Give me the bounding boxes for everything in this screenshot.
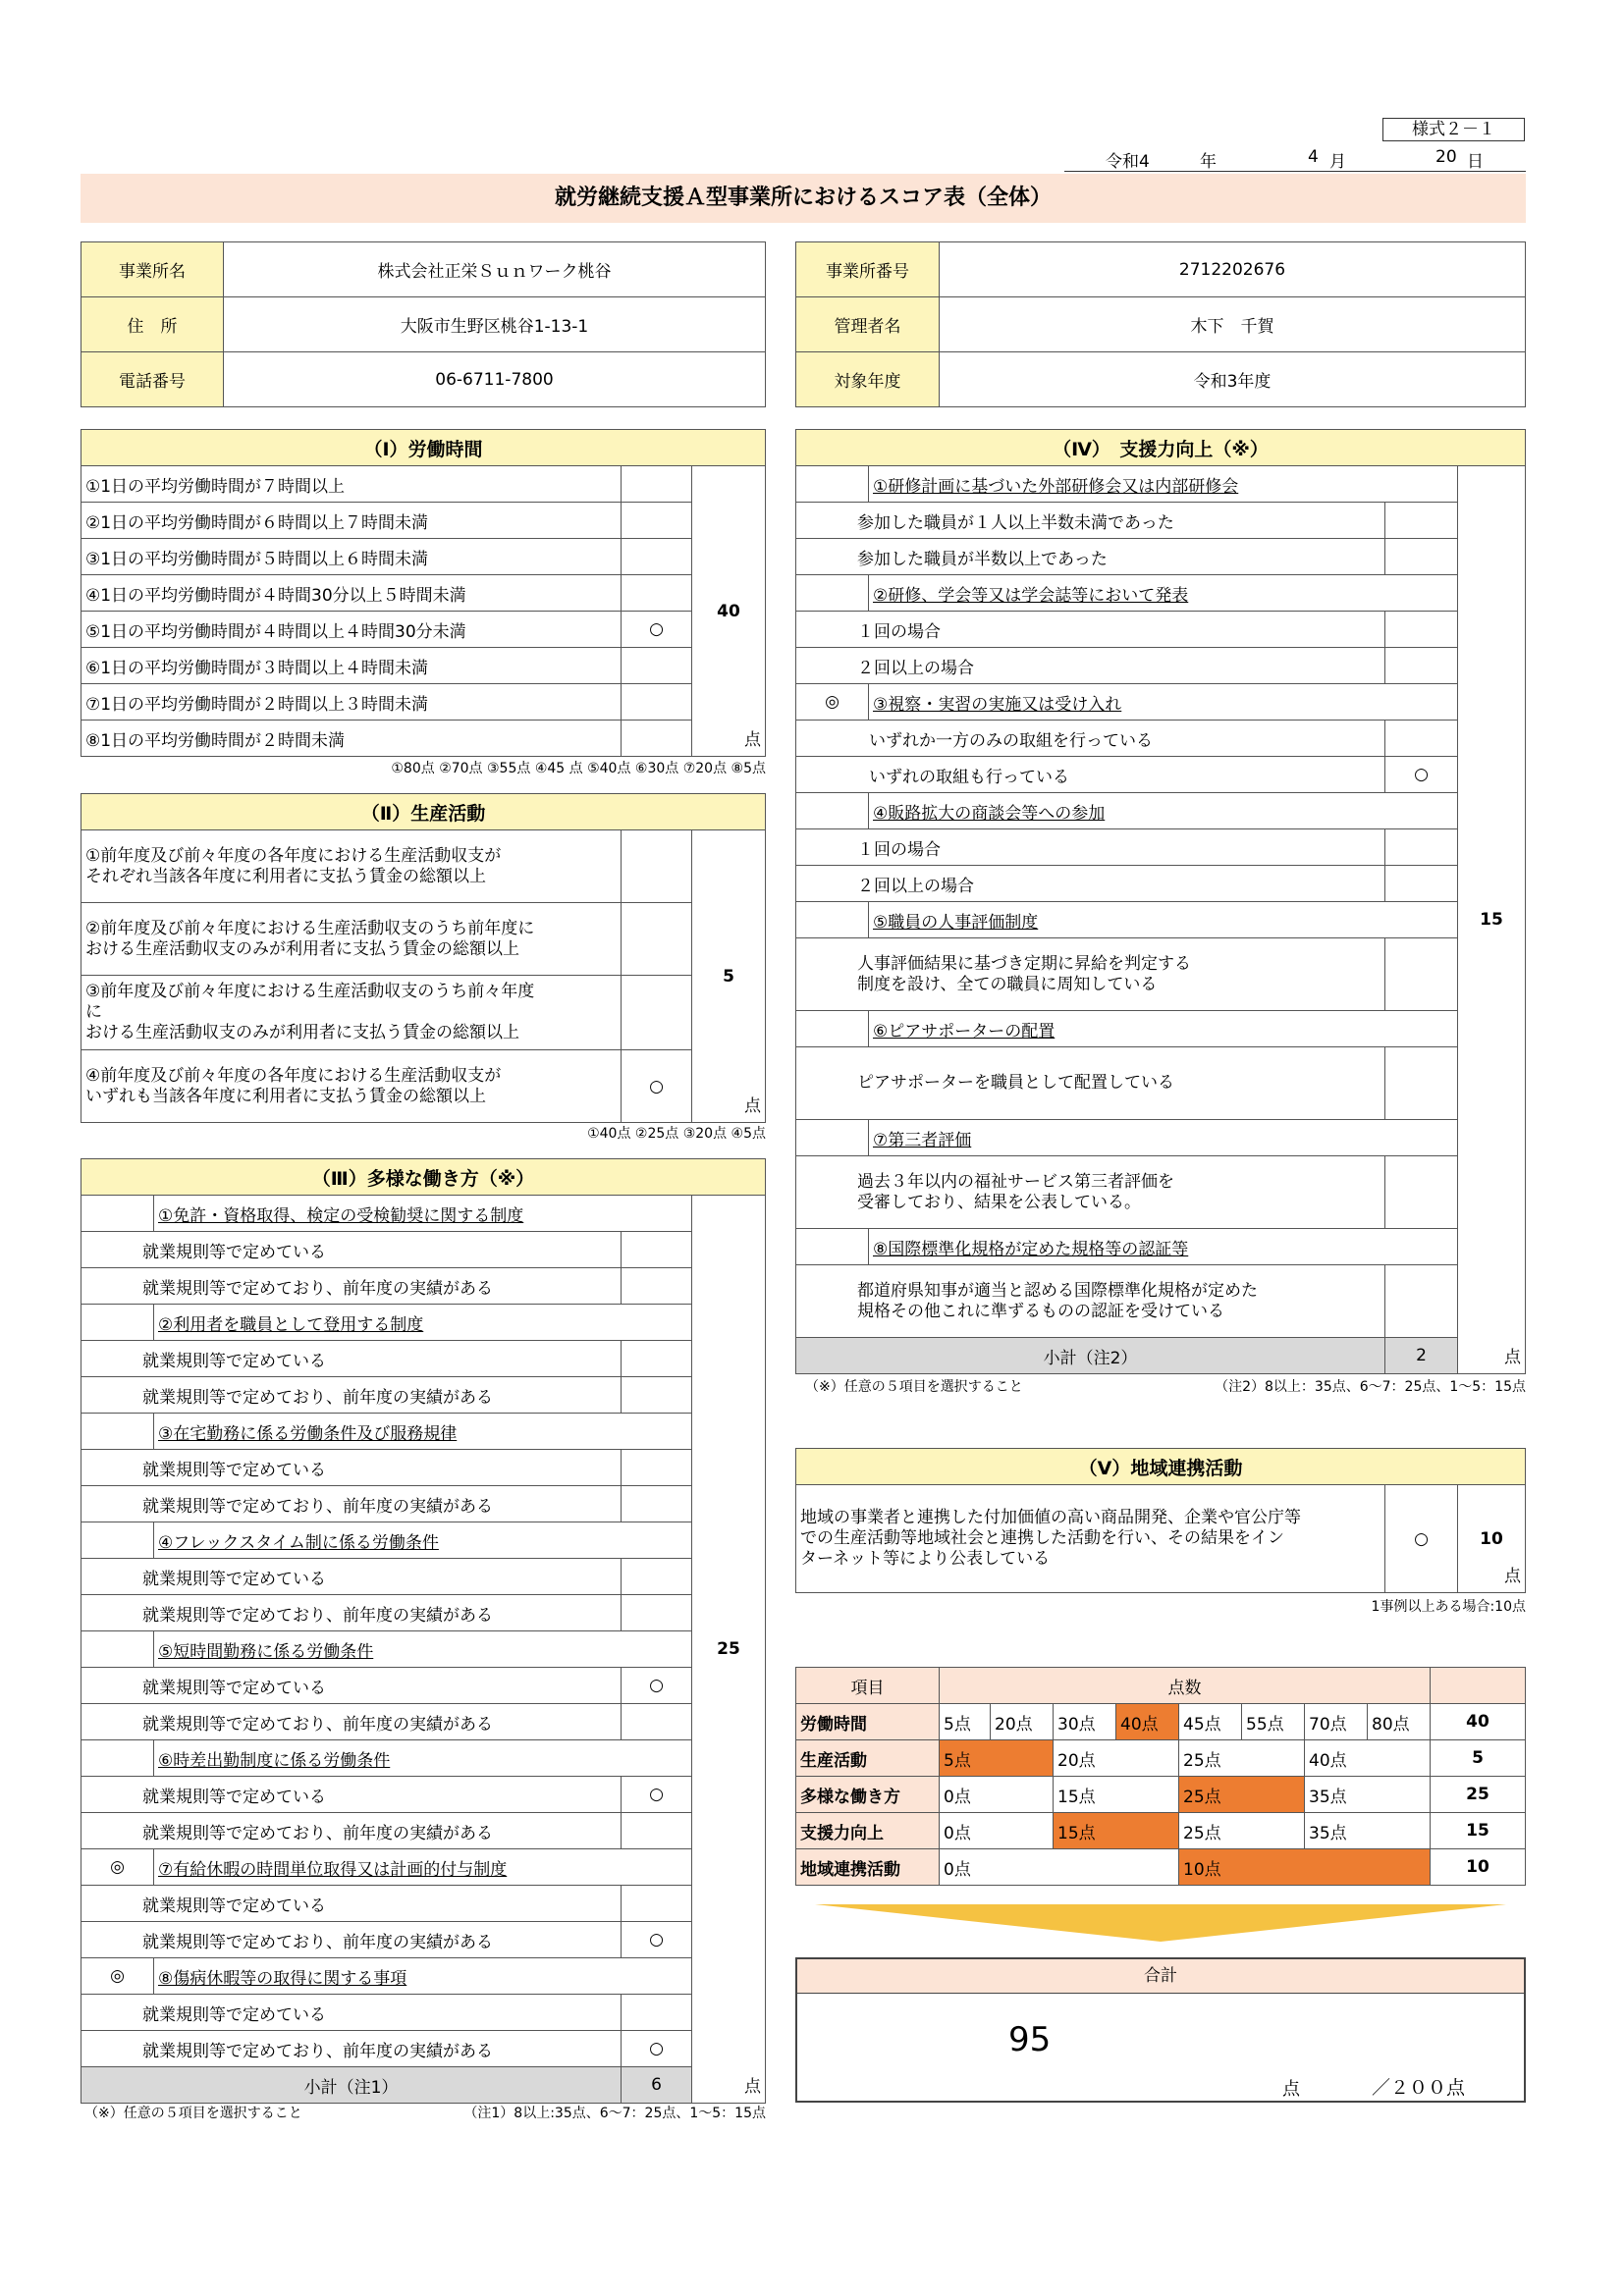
section3-sub-row: 就業規則等で定めており、前年度の実績がある <box>81 1268 622 1305</box>
summary-row-total: 25 <box>1431 1777 1526 1813</box>
office-name-label: 事業所名 <box>81 242 224 297</box>
summary-cell: 15点 <box>1054 1777 1179 1813</box>
section3-sub-row: 就業規則等で定めている <box>81 1886 622 1922</box>
section4-table <box>795 429 1526 1374</box>
section4-sub-row: １回の場合 <box>796 829 1385 866</box>
section3-sub-mark <box>622 1486 692 1522</box>
section2-score: 5 <box>723 966 734 987</box>
section4-sub-mark: ○ <box>1385 757 1458 793</box>
summary-row-label: 労働時間 <box>796 1704 940 1740</box>
section1-row: ④1日の平均労働時間が４時間30分以上５時間未満 <box>81 575 622 612</box>
date-month-label: 月 <box>1329 152 1346 172</box>
page-title: 就労継続支援Ａ型事業所におけるスコア表（全体） <box>81 174 1526 223</box>
section4-sub-row: 過去３年以内の福祉サービス第三者評価を 受審しており、結果を公表している。 <box>796 1156 1385 1229</box>
section4-item-mark <box>796 1120 869 1156</box>
phone-label: 電話番号 <box>81 352 224 407</box>
section3-item-mark: ◎ <box>81 1849 154 1886</box>
section5-score-cell <box>1458 1485 1526 1593</box>
section4-item-title: ②研修、学会等又は学会誌等において発表 <box>869 575 1458 612</box>
section4-sub-mark <box>1385 938 1458 1011</box>
info-table-left <box>81 241 766 407</box>
section4-sub-mark <box>1385 539 1458 575</box>
section4-item-mark <box>796 793 869 829</box>
section1-row: ⑦1日の平均労働時間が２時間以上３時間未満 <box>81 684 622 721</box>
section4-sub-mark <box>1385 866 1458 902</box>
summary-cell: 35点 <box>1305 1813 1431 1849</box>
office-no-label: 事業所番号 <box>796 242 940 297</box>
section1-score: 40 <box>717 601 740 621</box>
section4-sub-row: 参加した職員が１人以上半数未満であった <box>796 503 1385 539</box>
section4-subtotal-label: 小計（注2） <box>796 1338 1385 1374</box>
section3-sub-row: 就業規則等で定めている <box>81 1450 622 1486</box>
date-line <box>1064 147 1526 172</box>
total-max: ／２００点 <box>1372 2077 1466 2099</box>
section3-sub-row: 就業規則等で定めており、前年度の実績がある <box>81 1704 622 1740</box>
manager: 木下 千賀 <box>940 297 1526 352</box>
section3-sub-row: 就業規則等で定めており、前年度の実績がある <box>81 1486 622 1522</box>
summary-cell: 25点 <box>1179 1813 1305 1849</box>
section1-score-cell <box>692 466 766 757</box>
summary-table <box>795 1667 1526 1886</box>
summary-cell: 45点 <box>1179 1704 1242 1740</box>
section4-sub-row: ２回以上の場合 <box>796 866 1385 902</box>
section4-sub-row: 人事評価結果に基づき定期に昇給を判定する 制度を設け、全ての職員に周知している <box>796 938 1385 1011</box>
date-day-label: 日 <box>1467 152 1484 172</box>
section4-sub-mark <box>1385 648 1458 684</box>
section2-row: ①前年度及び前々年度の各年度における生産活動収支が それぞれ当該各年度に利用者に支払う賃金の総額以上 <box>81 830 622 903</box>
summary-cell: 5点 <box>940 1740 1054 1777</box>
office-name: 株式会社正栄Ｓｕｎワーク桃谷 <box>224 242 766 297</box>
section3-sub-row: 就業規則等で定めており、前年度の実績がある <box>81 2031 622 2067</box>
section3-sub-mark <box>622 1268 692 1305</box>
year: 令和3年度 <box>940 352 1526 407</box>
section3-item-mark <box>81 1196 154 1232</box>
total-label: 合計 <box>797 1959 1524 1994</box>
total-box <box>795 1957 1526 2103</box>
section5-table <box>795 1448 1526 1593</box>
summary-header-item: 項目 <box>796 1668 940 1704</box>
section3-item-title: ⑤短時間勤務に係る労働条件 <box>154 1631 692 1668</box>
section3-sub-mark <box>622 1813 692 1849</box>
section3-score: 25 <box>717 1639 740 1659</box>
address: 大阪市生野区桃谷1-13-1 <box>224 297 766 352</box>
section1-mark: ○ <box>622 612 692 648</box>
section2-mark: ○ <box>622 1050 692 1123</box>
total-unit: 点 <box>1282 2079 1300 2100</box>
section1-row: ③1日の平均労働時間が５時間以上６時間未満 <box>81 539 622 575</box>
year-label: 対象年度 <box>796 352 940 407</box>
section3-note-right: （注1）8以上:35点、6～7：25点、1～5：15点 <box>463 2106 766 2121</box>
section4-sub-row: 参加した職員が半数以上であった <box>796 539 1385 575</box>
section4-item-mark <box>796 1229 869 1265</box>
section3-sub-mark: ○ <box>622 1777 692 1813</box>
date-year-label: 年 <box>1200 152 1217 172</box>
section3-sub-mark <box>622 1341 692 1377</box>
section3-sub-mark <box>622 1995 692 2031</box>
summary-cell: 0点 <box>940 1813 1054 1849</box>
address-label: 住 所 <box>81 297 224 352</box>
section3-note-left: （※）任意の５項目を選択すること <box>84 2106 302 2121</box>
section3-item-mark <box>81 1631 154 1668</box>
summary-cell: 30点 <box>1054 1704 1116 1740</box>
summary-cell: 10点 <box>1179 1849 1431 1886</box>
section3-sub-row: 就業規則等で定めている <box>81 1559 622 1595</box>
section3-sub-mark: ○ <box>622 1668 692 1704</box>
section4-score-cell <box>1458 466 1526 1374</box>
summary-cell: 55点 <box>1242 1704 1305 1740</box>
section5-title: （Ⅴ）地域連携活動 <box>796 1449 1526 1485</box>
section1-row: ⑤1日の平均労働時間が４時間以上４時間30分未満 <box>81 612 622 648</box>
section3-item-title: ⑧傷病休暇等の取得に関する事項 <box>154 1958 692 1995</box>
section4-sub-row: いずれか一方のみの取組を行っている <box>796 721 1385 757</box>
summary-cell: 0点 <box>940 1777 1054 1813</box>
section2-note: ①40点 ②25点 ③20点 ④5点 <box>587 1126 766 1142</box>
section3-sub-mark: ○ <box>622 1922 692 1958</box>
section3-sub-row: 就業規則等で定めている <box>81 1341 622 1377</box>
date-era: 令和4 <box>1106 152 1150 172</box>
summary-cell: 40点 <box>1305 1740 1431 1777</box>
section4-item-mark: ◎ <box>796 684 869 721</box>
section4-item-title: ⑥ピアサポーターの配置 <box>869 1011 1458 1047</box>
total-value: 95 <box>1008 2020 1052 2059</box>
section2-table <box>81 793 766 1123</box>
section3-item-title: ⑥時差出勤制度に係る労働条件 <box>154 1740 692 1777</box>
section3-subtotal-label: 小計（注1） <box>81 2067 622 2104</box>
section3-item-title: ①免許・資格取得、検定の受検勧奨に関する制度 <box>154 1196 692 1232</box>
summary-cell: 0点 <box>940 1849 1179 1886</box>
section1-row: ②1日の平均労働時間が６時間以上７時間未満 <box>81 503 622 539</box>
summary-cell: 80点 <box>1368 1704 1431 1740</box>
section4-sub-mark <box>1385 829 1458 866</box>
section4-note-left: （※）任意の５項目を選択すること <box>805 1379 1023 1395</box>
section3-sub-mark: ○ <box>622 2031 692 2067</box>
section3-item-title: ④フレックスタイム制に係る労働条件 <box>154 1522 692 1559</box>
section2-score-cell <box>692 830 766 1123</box>
section2-row: ②前年度及び前々年度における生産活動収支のうち前年度に おける生産活動収支のみが利用者に支払う賃金の総額以上 <box>81 903 622 976</box>
section4-sub-mark <box>1385 721 1458 757</box>
section3-unit: 点 <box>744 2077 761 2097</box>
section2-unit: 点 <box>744 1096 761 1116</box>
info-table-right <box>795 241 1526 407</box>
manager-label: 管理者名 <box>796 297 940 352</box>
section3-title: （Ⅲ）多様な働き方（※） <box>81 1159 766 1196</box>
section4-item-mark <box>796 1011 869 1047</box>
section3-item-title: ⑦有給休暇の時間単位取得又は計画的付与制度 <box>154 1849 692 1886</box>
section4-sub-row: ２回以上の場合 <box>796 648 1385 684</box>
section3-score-cell <box>692 1196 766 2104</box>
section4-item-title: ⑦第三者評価 <box>869 1120 1458 1156</box>
section4-sub-mark <box>1385 503 1458 539</box>
section3-item-mark <box>81 1522 154 1559</box>
section3-sub-row: 就業規則等で定めている <box>81 1777 622 1813</box>
summary-row-total: 5 <box>1431 1740 1526 1777</box>
section5-note: 1事例以上ある場合:10点 <box>1371 1599 1526 1615</box>
section1-row: ①1日の平均労働時間が７時間以上 <box>81 466 622 503</box>
section1-row: ⑥1日の平均労働時間が３時間以上４時間未満 <box>81 648 622 684</box>
section4-score: 15 <box>1480 910 1503 930</box>
section4-subtotal: 2 <box>1385 1338 1458 1374</box>
section3-sub-row: 就業規則等で定めており、前年度の実績がある <box>81 1922 622 1958</box>
summary-cell: 40点 <box>1116 1704 1179 1740</box>
section4-note-right: （注2）8以上：35点、6～7：25点、1～5：15点 <box>1215 1379 1526 1395</box>
section4-sub-mark <box>1385 1265 1458 1338</box>
section3-item-mark <box>81 1740 154 1777</box>
section4-sub-row: いずれの取組も行っている <box>796 757 1385 793</box>
summary-cell: 25点 <box>1179 1740 1305 1777</box>
section3-sub-row: 就業規則等で定めており、前年度の実績がある <box>81 1377 622 1414</box>
section3-item-title: ③在宅勤務に係る労働条件及び服務規律 <box>154 1414 692 1450</box>
section4-item-title: ③視察・実習の実施又は受け入れ <box>869 684 1458 721</box>
summary-row-label: 多様な働き方 <box>796 1777 940 1813</box>
phone: 06-6711-7800 <box>224 352 766 407</box>
summary-cell: 20点 <box>991 1704 1054 1740</box>
section4-title: （Ⅳ） 支援力向上（※） <box>796 430 1526 466</box>
section3-sub-mark <box>622 1232 692 1268</box>
office-no: 2712202676 <box>940 242 1526 297</box>
section3-sub-row: 就業規則等で定めており、前年度の実績がある <box>81 1595 622 1631</box>
section4-item-title: ④販路拡大の商談会等への参加 <box>869 793 1458 829</box>
section3-sub-mark <box>622 1886 692 1922</box>
summary-row-label: 支援力向上 <box>796 1813 940 1849</box>
section3-sub-mark <box>622 1559 692 1595</box>
section3-sub-mark <box>622 1704 692 1740</box>
section3-table <box>81 1158 766 2104</box>
section1-unit: 点 <box>744 730 761 750</box>
section4-sub-mark <box>1385 612 1458 648</box>
section4-sub-row: １回の場合 <box>796 612 1385 648</box>
section4-item-title: ⑧国際標準化規格が定めた規格等の認証等 <box>869 1229 1458 1265</box>
section1-table <box>81 429 766 757</box>
section3-sub-mark <box>622 1377 692 1414</box>
section5-text: 地域の事業者と連携した付加価値の高い商品開発、企業や官公庁等 での生産活動等地域社会と連携した活動を行い、その結果をイン ターネット等により公表している <box>796 1485 1385 1593</box>
section4-item-title: ⑤職員の人事評価制度 <box>869 902 1458 938</box>
section3-item-mark: ◎ <box>81 1958 154 1995</box>
section2-row: ④前年度及び前々年度の各年度における生産活動収支が いずれも当該各年度に利用者に支払う賃金の総額以上 <box>81 1050 622 1123</box>
section4-item-mark <box>796 466 869 503</box>
section3-item-mark <box>81 1305 154 1341</box>
section5-mark: ○ <box>1385 1485 1458 1593</box>
section3-sub-mark <box>622 1450 692 1486</box>
summary-cell: 25点 <box>1179 1777 1305 1813</box>
section2-title: （Ⅱ）生産活動 <box>81 794 766 830</box>
section1-title: （Ⅰ）労働時間 <box>81 430 766 466</box>
summary-row-label: 生産活動 <box>796 1740 940 1777</box>
section3-item-title: ②利用者を職員として登用する制度 <box>154 1305 692 1341</box>
summary-header-points: 点数 <box>940 1668 1431 1704</box>
section4-item-mark <box>796 575 869 612</box>
summary-cell: 70点 <box>1305 1704 1368 1740</box>
summary-cell: 35点 <box>1305 1777 1431 1813</box>
section3-sub-mark <box>622 1595 692 1631</box>
section3-sub-row: 就業規則等で定めている <box>81 1232 622 1268</box>
section5-score: 10 <box>1480 1528 1503 1549</box>
form-id: 様式２－１ <box>1382 118 1525 141</box>
section4-sub-mark <box>1385 1156 1458 1229</box>
section4-unit: 点 <box>1504 1348 1521 1367</box>
summary-row-label: 地域連携活動 <box>796 1849 940 1886</box>
section3-item-mark <box>81 1414 154 1450</box>
summary-cell: 15点 <box>1054 1813 1179 1849</box>
section3-sub-row: 就業規則等で定めている <box>81 1668 622 1704</box>
section3-subtotal: 6 <box>622 2067 692 2104</box>
section4-item-title: ①研修計画に基づいた外部研修会又は内部研修会 <box>869 466 1458 503</box>
summary-row-total: 15 <box>1431 1813 1526 1849</box>
section1-row: ⑧1日の平均労働時間が２時間未満 <box>81 721 622 757</box>
section1-note: ①80点 ②70点 ③55点 ④45 点 ⑤40点 ⑥30点 ⑦20点 ⑧5点 <box>391 761 766 776</box>
summary-cell: 5点 <box>940 1704 991 1740</box>
section3-sub-row: 就業規則等で定めており、前年度の実績がある <box>81 1813 622 1849</box>
section4-sub-mark <box>1385 1047 1458 1120</box>
summary-row-total: 40 <box>1431 1704 1526 1740</box>
summary-cell: 20点 <box>1054 1740 1179 1777</box>
section2-row: ③前年度及び前々年度における生産活動収支のうち前々年度 に おける生産活動収支のみが利用者に支払う賃金の総額以上 <box>81 976 622 1050</box>
date-day: 20 <box>1435 147 1457 167</box>
down-arrow-icon <box>815 1904 1506 1944</box>
section4-sub-row: ピアサポーターを職員として配置している <box>796 1047 1385 1120</box>
section3-sub-row: 就業規則等で定めている <box>81 1995 622 2031</box>
section5-unit: 点 <box>1504 1567 1521 1586</box>
section4-item-mark <box>796 902 869 938</box>
date-month: 4 <box>1308 147 1319 167</box>
section4-sub-row: 都道府県知事が適当と認める国際標準化規格が定めた 規格その他これに準ずるものの認証を受けている <box>796 1265 1385 1338</box>
summary-row-total: 10 <box>1431 1849 1526 1886</box>
